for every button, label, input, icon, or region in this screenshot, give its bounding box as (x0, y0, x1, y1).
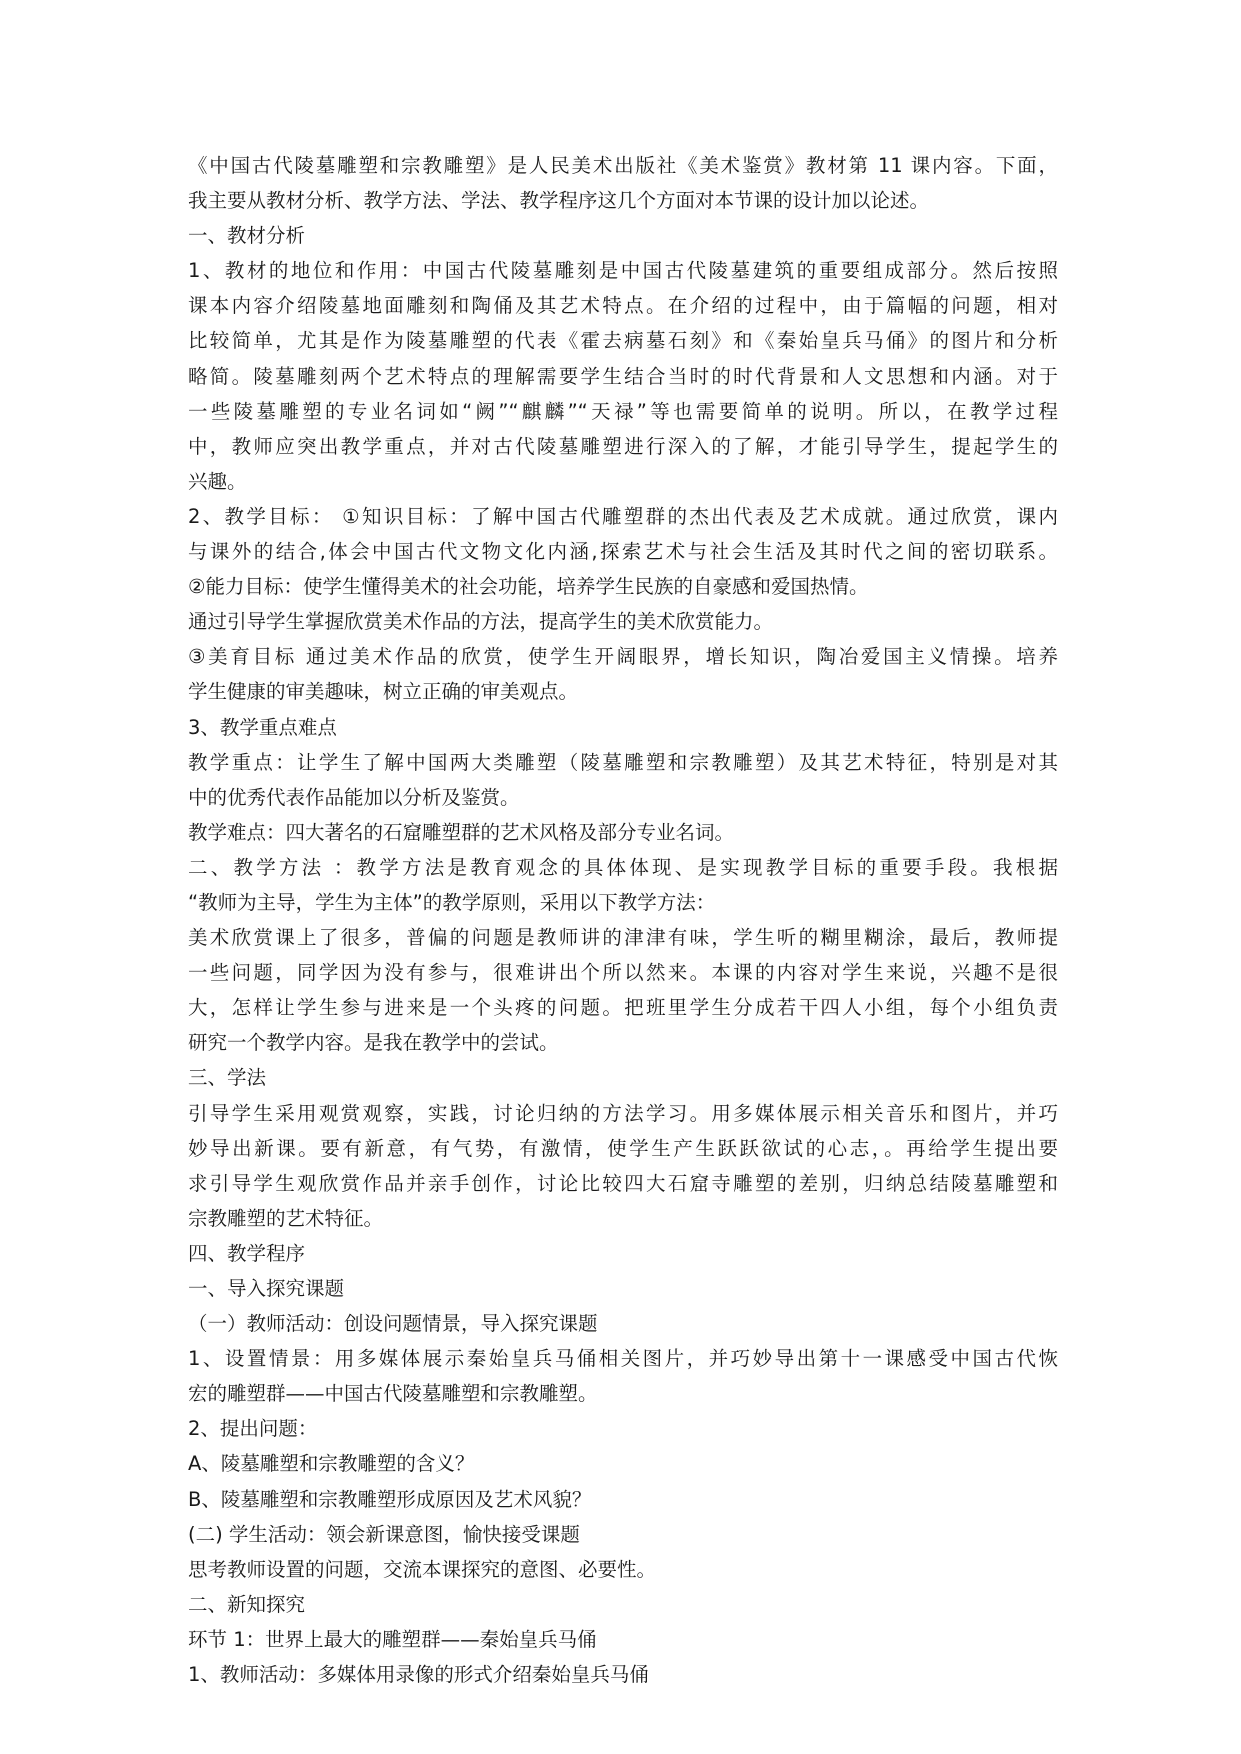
text-line: 2、提出问题： (188, 1417, 318, 1441)
text-line: 兴趣。 (188, 469, 247, 493)
text-line: “教师为主导，学生为主体”的教学原则，采用以下教学方法： (188, 890, 716, 914)
text-line: 思考教师设置的问题，交流本课探究的意图、必要性。 (188, 1557, 657, 1581)
text-line: 一些问题，同学因为没有参与，很难讲出个所以然来。本课的内容对学生来说，兴趣不是很 (188, 961, 1058, 985)
text-line: ②能力目标：使学生懂得美术的社会功能，培养学生民族的自豪感和爱国热情。 (188, 575, 869, 599)
text-line: 一些陵墓雕塑的专业名词如“阙”“麒麟”“天禄”等也需要简单的说明。所以，在教学过程 (188, 399, 1058, 423)
text-line: 2、教学目标： ①知识目标：了解中国古代雕塑群的杰出代表及艺术成就。通过欣赏，课内 (188, 504, 1058, 528)
text-line: 1、教材的地位和作用：中国古代陵墓雕刻是中国古代陵墓建筑的重要组成部分。然后按照 (188, 259, 1058, 283)
text-line: 教学难点：四大著名的石窟雕塑群的艺术风格及部分专业名词。 (188, 820, 735, 844)
text-line: 研究一个教学内容。是我在教学中的尝试。 (188, 1031, 559, 1055)
text-line: 中，教师应突出教学重点，并对古代陵墓雕塑进行深入的了解，才能引导学生，提起学生的 (188, 434, 1058, 458)
text-line: 四、教学程序 (188, 1241, 306, 1265)
text-line: 一、导入探究课题 (188, 1277, 345, 1300)
text-line: 二、新知探究 (188, 1592, 306, 1616)
text-line: 1、教师活动：多媒体用录像的形式介绍秦始皇兵马俑 (188, 1663, 649, 1687)
text-line: B、陵墓雕塑和宗教雕塑形成原因及艺术风貌？ (188, 1487, 592, 1511)
document-page (188, 148, 1058, 1692)
text-line: 通过引导学生掌握欣赏美术作品的方法，提高学生的美术欣赏能力。 (188, 610, 774, 634)
text-line: 中的优秀代表作品能加以分析及鉴赏。 (188, 785, 520, 809)
text-line: 学生健康的审美趣味，树立正确的审美观点。 (188, 680, 579, 704)
text-line: 一、教材分析 (188, 224, 306, 248)
text-line: 宏的雕塑群——中国古代陵墓雕塑和宗教雕塑。 (188, 1382, 598, 1406)
text-line: 1、设置情景：用多媒体展示秦始皇兵马俑相关图片，并巧妙导出第十一课感受中国古代恢 (188, 1347, 1058, 1371)
text-line: 比较简单，尤其是作为陵墓雕塑的代表《霍去病墓石刻》和《秦始皇兵马俑》的图片和分析 (188, 329, 1058, 353)
text-line: (二) 学生活动：领会新课意图，愉快接受课题 (188, 1522, 580, 1546)
text-line: （一）教师活动：创设问题情景，导入探究课题 (188, 1312, 598, 1336)
text-line: 课本内容介绍陵墓地面雕刻和陶俑及其艺术特点。在介绍的过程中，由于篇幅的问题，相对 (188, 294, 1058, 318)
text-line: 求引导学生观欣赏作品并亲手创作，讨论比较四大石窟寺雕塑的差别，归纳总结陵墓雕塑和 (188, 1171, 1058, 1195)
text-line: 美术欣赏课上了很多，普偏的问题是教师讲的津津有味，学生听的糊里糊涂，最后，教师提 (188, 926, 1058, 950)
text-line: ③美育目标 通过美术作品的欣赏，使学生开阔眼界，增长知识，陶冶爱国主义情操。培养 (188, 645, 1058, 669)
text-line: 二、教学方法 ：教学方法是教育观念的具体体现、是实现教学目标的重要手段。我根据 (188, 855, 1058, 879)
text-line: A、陵墓雕塑和宗教雕塑的含义？ (188, 1452, 475, 1476)
text-line: 妙导出新课。要有新意，有气势，有激情，使学生产生跃跃欲试的心志，。再给学生提出要 (188, 1136, 1058, 1160)
text-line: 我主要从教材分析、教学方法、学法、教学程序这几个方面对本节课的设计加以论述。 (188, 189, 930, 213)
text-line: 宗教雕塑的艺术特征。 (188, 1206, 384, 1230)
text-line: 略简。陵墓雕刻两个艺术特点的理解需要学生结合当时的时代背景和人文思想和内涵。对于 (188, 364, 1058, 388)
text-line: 大，怎样让学生参与进来是一个头疼的问题。把班里学生分成若干四人小组，每个小组负责 (188, 996, 1058, 1020)
text-line: 《中国古代陵墓雕塑和宗教雕塑》是人民美术出版社《美术鉴赏》教材第 11 课内容。下面， (188, 154, 1058, 177)
text-line: 与课外的结合,体会中国古代文物文化内涵,探索艺术与社会生活及其时代之间的密切联系。 (188, 540, 1058, 564)
text-line: 引导学生采用观赏观察，实践，讨论归纳的方法学习。用多媒体展示相关音乐和图片，并巧 (188, 1101, 1058, 1125)
text-line: 环节 1：世界上最大的雕塑群——秦始皇兵马俑 (188, 1627, 597, 1651)
text-line: 三、学法 (188, 1066, 267, 1090)
text-line: 3、教学重点难点 (188, 715, 337, 739)
text-line: 教学重点：让学生了解中国两大类雕塑（陵墓雕塑和宗教雕塑）及其艺术特征，特别是对其 (188, 750, 1058, 774)
